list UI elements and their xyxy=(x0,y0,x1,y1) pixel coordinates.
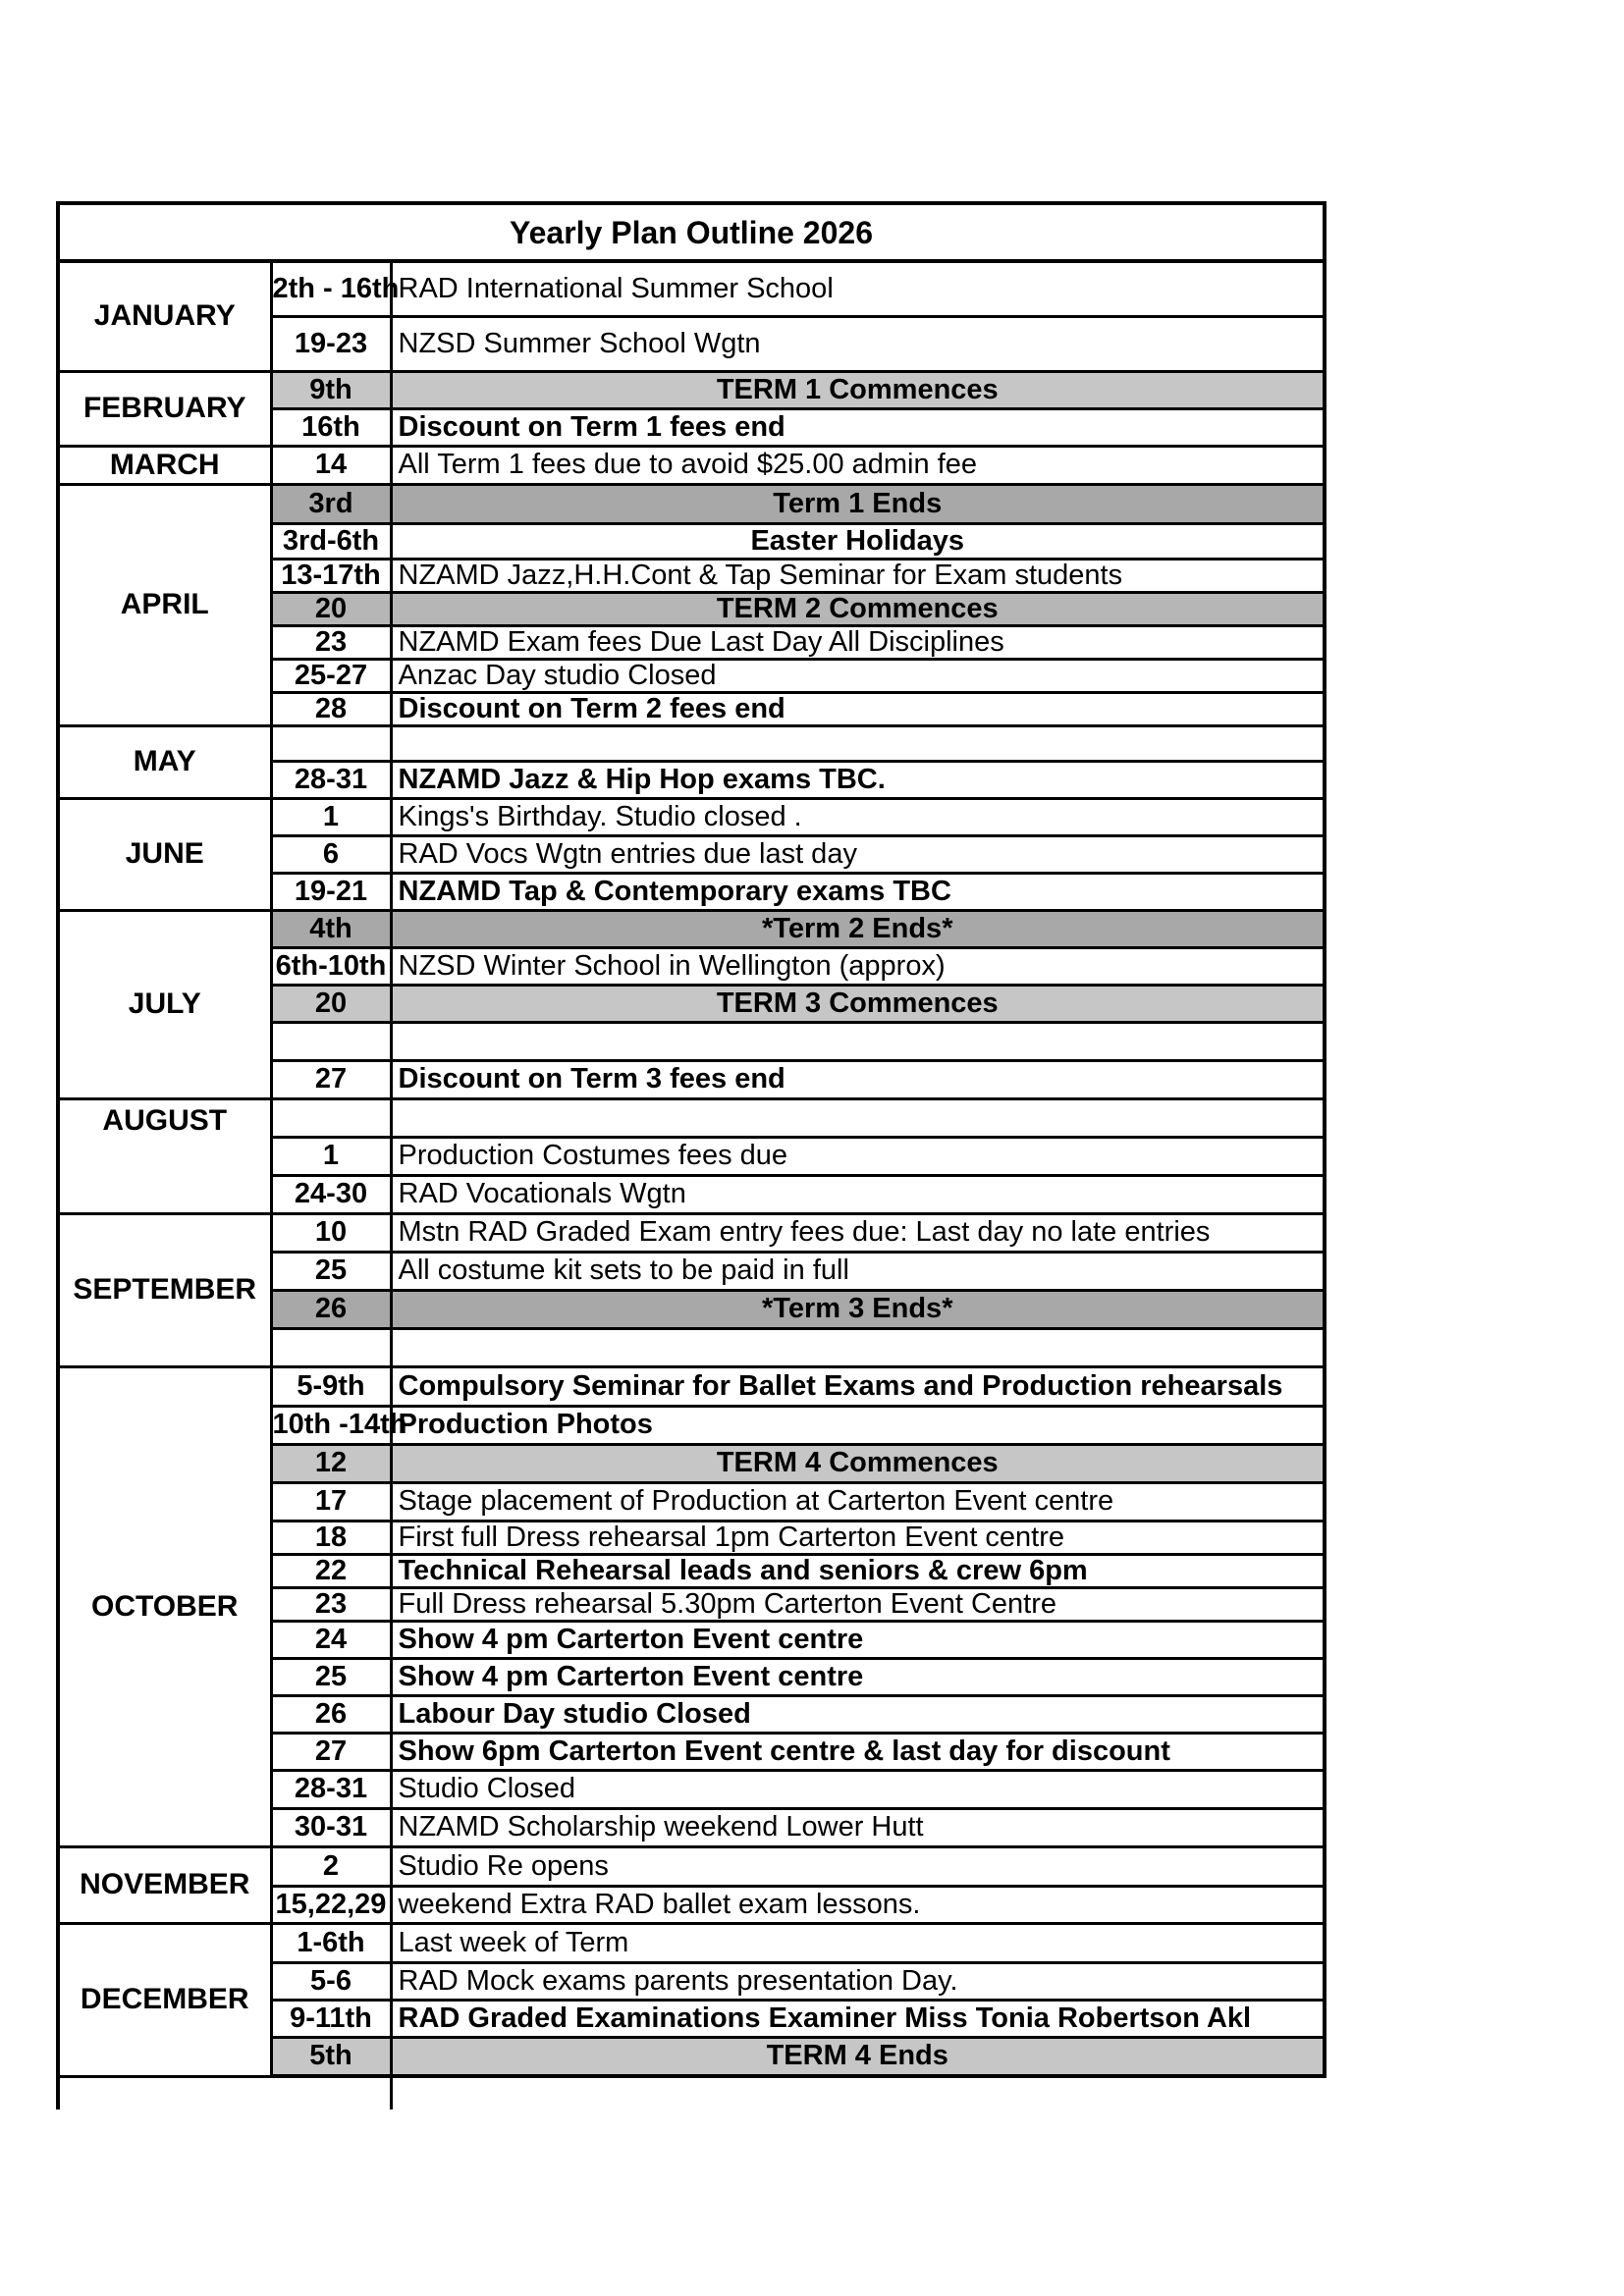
event-cell: TERM 4 Ends xyxy=(391,2037,1325,2076)
date-cell: 19-21 xyxy=(271,873,391,910)
event-cell: RAD Vocs Wgtn entries due last day xyxy=(391,835,1325,873)
event-cell: NZAMD Exam fees Due Last Day All Disciplines xyxy=(391,625,1325,659)
empty-cell xyxy=(58,2076,271,2109)
event-cell: Easter Holidays xyxy=(391,523,1325,559)
date-cell: 10th -14th xyxy=(271,1406,391,1444)
table-footer-stub xyxy=(58,2076,1325,2109)
month-may: MAY xyxy=(58,725,271,798)
event-cell: TERM 1 Commences xyxy=(391,371,1325,408)
empty-cell xyxy=(271,2076,391,2109)
event-cell: NZSD Summer School Wgtn xyxy=(391,316,1325,371)
event-cell: Show 4 pm Carterton Event centre xyxy=(391,1658,1325,1695)
event-cell: NZSD Winter School in Wellington (approx) xyxy=(391,947,1325,985)
date-cell: 26 xyxy=(271,1290,391,1328)
event-cell: Anzac Day studio Closed xyxy=(391,659,1325,692)
event-cell: Full Dress rehearsal 5.30pm Carterton Event Centre xyxy=(391,1587,1325,1621)
event-cell: NZAMD Jazz & Hip Hop exams TBC. xyxy=(391,761,1325,798)
month-june: JUNE xyxy=(58,798,271,910)
event-cell: NZAMD Scholarship weekend Lower Hutt xyxy=(391,1808,1325,1846)
date-cell: 2th - 16th xyxy=(271,261,391,316)
event-cell xyxy=(391,725,1325,761)
title-row xyxy=(58,203,1325,261)
event-cell: Term 1 Ends xyxy=(391,484,1325,523)
date-cell: 25 xyxy=(271,1252,391,1290)
event-cell: NZAMD Tap & Contemporary exams TBC xyxy=(391,873,1325,910)
event-cell: NZAMD Jazz,H.H.Cont & Tap Seminar for Exam students xyxy=(391,559,1325,592)
date-cell: 5-9th xyxy=(271,1366,391,1406)
table-row xyxy=(58,1923,1325,1962)
date-cell: 24 xyxy=(271,1621,391,1658)
date-cell: 16th xyxy=(271,408,391,446)
date-cell: 2 xyxy=(271,1846,391,1886)
yearly-plan-table xyxy=(56,201,1326,2109)
date-cell: 12 xyxy=(271,1444,391,1482)
event-cell: Production Photos xyxy=(391,1406,1325,1444)
date-cell xyxy=(271,1328,391,1366)
event-cell: *Term 3 Ends* xyxy=(391,1290,1325,1328)
date-cell: 20 xyxy=(271,985,391,1022)
event-cell: Mstn RAD Graded Exam entry fees due: Last day no late entries xyxy=(391,1213,1325,1252)
date-cell: 1 xyxy=(271,798,391,835)
month-november: NOVEMBER xyxy=(58,1846,271,1923)
date-cell: 20 xyxy=(271,592,391,625)
event-cell: Labour Day studio Closed xyxy=(391,1695,1325,1733)
table-row xyxy=(58,1846,1325,1886)
event-cell: Last week of Term xyxy=(391,1923,1325,1962)
event-cell: Discount on Term 3 fees end xyxy=(391,1060,1325,1098)
event-cell: Studio Re opens xyxy=(391,1846,1325,1886)
table-row xyxy=(58,1366,1325,1406)
date-cell: 23 xyxy=(271,1587,391,1621)
event-cell: All costume kit sets to be paid in full xyxy=(391,1252,1325,1290)
date-cell: 23 xyxy=(271,625,391,659)
event-cell: RAD Vocationals Wgtn xyxy=(391,1175,1325,1213)
event-cell: Stage placement of Production at Carterton Event centre xyxy=(391,1482,1325,1521)
date-cell: 3rd xyxy=(271,484,391,523)
event-cell: TERM 3 Commences xyxy=(391,985,1325,1022)
date-cell: 18 xyxy=(271,1521,391,1554)
table-row xyxy=(58,446,1325,484)
event-cell: First full Dress rehearsal 1pm Carterton Event centre xyxy=(391,1521,1325,1554)
event-cell: weekend Extra RAD ballet exam lessons. xyxy=(391,1886,1325,1923)
event-cell: RAD International Summer School xyxy=(391,261,1325,316)
date-cell: 28 xyxy=(271,692,391,725)
date-cell: 3rd-6th xyxy=(271,523,391,559)
month-february: FEBRUARY xyxy=(58,371,271,446)
date-cell: 27 xyxy=(271,1733,391,1770)
date-cell: 25-27 xyxy=(271,659,391,692)
event-cell: RAD Graded Examinations Examiner Miss Tonia Robertson Akl xyxy=(391,2000,1325,2037)
date-cell: 13-17th xyxy=(271,559,391,592)
date-cell: 10 xyxy=(271,1213,391,1252)
table-row xyxy=(58,910,1325,947)
event-cell: TERM 4 Commences xyxy=(391,1444,1325,1482)
event-cell: Production Costumes fees due xyxy=(391,1137,1325,1175)
month-september: SEPTEMBER xyxy=(58,1213,271,1366)
date-cell: 1 xyxy=(271,1137,391,1175)
date-cell: 28-31 xyxy=(271,1770,391,1808)
event-cell xyxy=(391,1328,1325,1366)
date-cell: 25 xyxy=(271,1658,391,1695)
date-cell: 1-6th xyxy=(271,1923,391,1962)
date-cell: 27 xyxy=(271,1060,391,1098)
date-cell: 6 xyxy=(271,835,391,873)
month-april: APRIL xyxy=(58,484,271,725)
date-cell xyxy=(271,1022,391,1060)
month-july: JULY xyxy=(58,910,271,1098)
month-august: AUGUST xyxy=(58,1098,271,1213)
table-row xyxy=(58,371,1325,408)
date-cell: 6th-10th xyxy=(271,947,391,985)
event-cell: Show 4 pm Carterton Event centre xyxy=(391,1621,1325,1658)
month-january: JANUARY xyxy=(58,261,271,371)
event-cell: Discount on Term 1 fees end xyxy=(391,408,1325,446)
date-cell xyxy=(271,725,391,761)
month-march: MARCH xyxy=(58,446,271,484)
date-cell: 30-31 xyxy=(271,1808,391,1846)
date-cell: 9-11th xyxy=(271,2000,391,2037)
empty-cell xyxy=(391,2076,1325,2109)
event-cell: Technical Rehearsal leads and seniors & crew 6pm xyxy=(391,1554,1325,1587)
event-cell: Show 6pm Carterton Event centre & last day for discount xyxy=(391,1733,1325,1770)
date-cell: 28-31 xyxy=(271,761,391,798)
date-cell: 17 xyxy=(271,1482,391,1521)
month-december: DECEMBER xyxy=(58,1923,271,2076)
page-title: Yearly Plan Outline 2026 xyxy=(58,203,1325,261)
date-cell: 22 xyxy=(271,1554,391,1587)
date-cell: 4th xyxy=(271,910,391,947)
event-cell: All Term 1 fees due to avoid $25.00 admin fee xyxy=(391,446,1325,484)
table-row xyxy=(58,798,1325,835)
event-cell: Discount on Term 2 fees end xyxy=(391,692,1325,725)
event-cell: Studio Closed xyxy=(391,1770,1325,1808)
date-cell: 14 xyxy=(271,446,391,484)
date-cell: 9th xyxy=(271,371,391,408)
date-cell: 15,22,29 xyxy=(271,1886,391,1923)
event-cell: *Term 2 Ends* xyxy=(391,910,1325,947)
date-cell: 19-23 xyxy=(271,316,391,371)
month-october: OCTOBER xyxy=(58,1366,271,1846)
event-cell: Kings's Birthday. Studio closed . xyxy=(391,798,1325,835)
date-cell: 26 xyxy=(271,1695,391,1733)
event-cell: TERM 2 Commences xyxy=(391,592,1325,625)
table-row xyxy=(58,484,1325,523)
table-row xyxy=(58,261,1325,316)
event-cell xyxy=(391,1022,1325,1060)
table-row xyxy=(58,1098,1325,1137)
table-row xyxy=(58,1213,1325,1252)
date-cell xyxy=(271,1098,391,1137)
date-cell: 5-6 xyxy=(271,1962,391,2000)
event-cell: RAD Mock exams parents presentation Day. xyxy=(391,1962,1325,2000)
event-cell: Compulsory Seminar for Ballet Exams and Production rehearsals xyxy=(391,1366,1325,1406)
date-cell: 5th xyxy=(271,2037,391,2076)
table-row xyxy=(58,725,1325,761)
event-cell xyxy=(391,1098,1325,1137)
date-cell: 24-30 xyxy=(271,1175,391,1213)
